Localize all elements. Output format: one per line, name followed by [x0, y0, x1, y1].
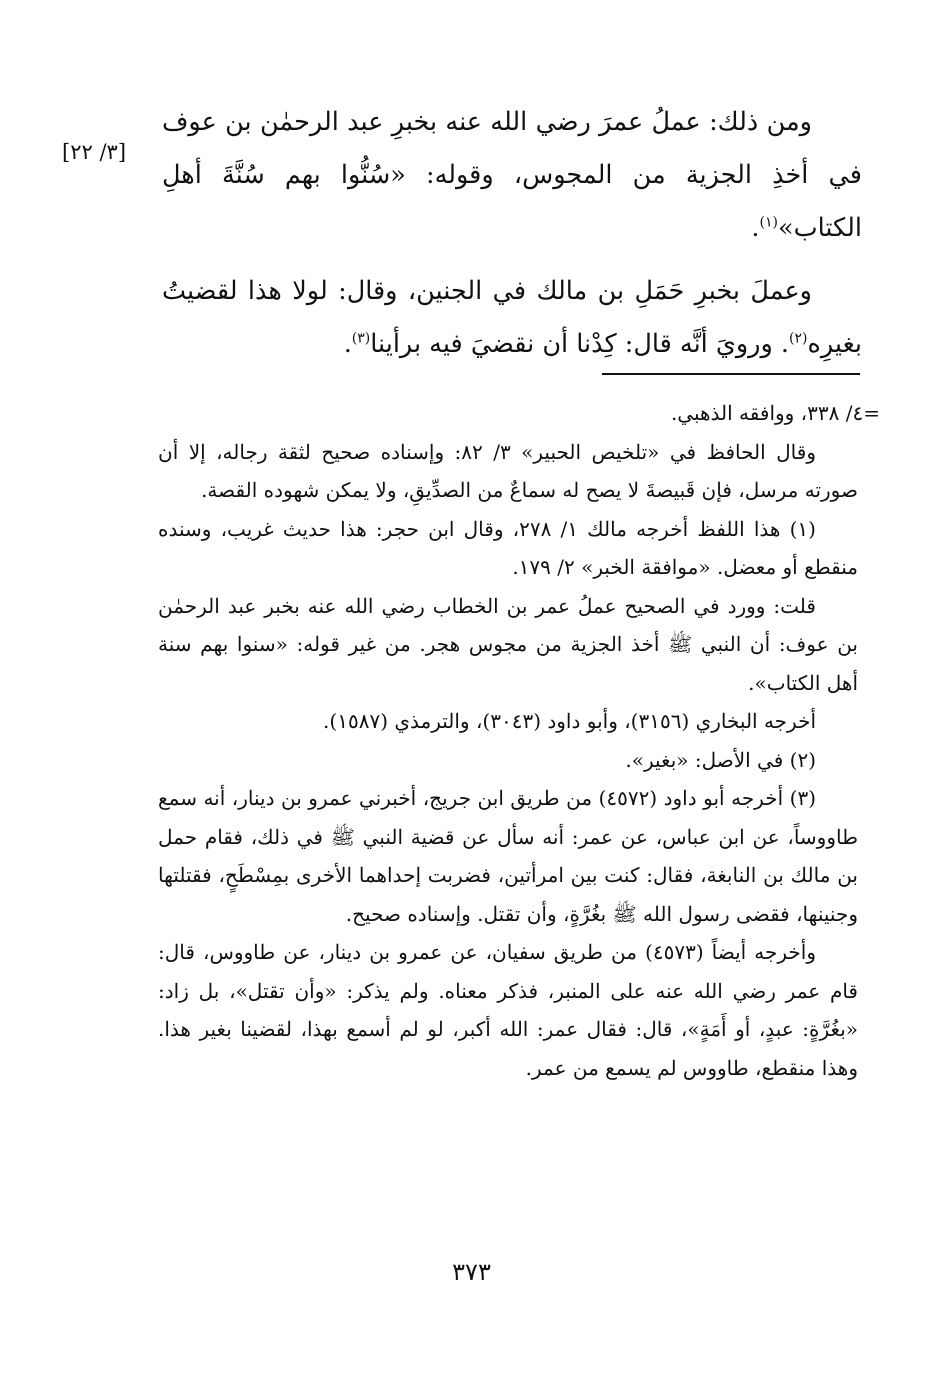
paragraph-2-middle: . ورويَ أنَّه قال: كِدْنا أن نقضيَ فيه برأينا [370, 329, 789, 359]
footnotes [158, 394, 880, 1087]
paragraph-2-text: وعملَ بخبرِ حَمَلِ بن مالك في الجنين، وقال: لولا هذا لقضيتُ بغيرِه [162, 276, 862, 359]
footnote-ref-1: (١) [759, 214, 778, 231]
footnote-1-takhrij: أخرجه البخاري (٣١٥٦)، وأبو داود (٣٠٤٣)، والترمذي (١٥٨٧). [323, 709, 816, 733]
footnote-ref-3: (٣) [351, 330, 371, 347]
footnote-2: (٢) في الأصل: «بغير». [625, 747, 816, 772]
paragraph-2-end: . [343, 329, 352, 359]
footnote-ref-2: (٢) [789, 330, 808, 347]
footnote-divider [602, 373, 860, 375]
page-number: ٣٧٣ [452, 1258, 491, 1286]
main-text [162, 96, 862, 371]
footnote-3-continued: وأخرجه أيضاً (٤٥٧٣) من طريق سفيان، عن عمرو بن دينار، عن طاووس، قال: قام عمر رضي الله عنه على المنبر، فذكر معناه. ولم يذكر: «وأن تقتل»، بل زاد: «بغُرَّةٍ: عبدٍ، أو أَمَةٍ»، قال: فقال عمر: الله أكبر، لو لم أسمع بهذا، لقضينا بغير هذا. وهذا منقطع، طاووس لم يسمع من عمر. [158, 940, 858, 1080]
footnote-continuation-line: =٤/ ٣٣٨، ووافقه الذهبي. [670, 401, 880, 425]
main-paragraph-1 [162, 96, 862, 255]
main-paragraph-2 [162, 265, 862, 371]
footnote-continuation-paragraph: وقال الحافظ في «تلخيص الحبير» ٣/ ٨٢: وإسناده صحيح لثقة رجاله، إلا أن صورته مرسل، فإن قَبيصةَ لا يصح له سماعٌ من الصدِّيقِ، ولا يمكن شهوده القصة. [158, 439, 858, 502]
footnote-1-comment: قلت: وورد في الصحيح عملُ عمر بن الخطاب رضي الله عنه بخبر عبد الرحمٰن بن عوف: أن النبي ﷺ أخذ الجزية من مجوس هجر. من غير قوله: «سنوا بهم سنة أهل الكتاب». [158, 593, 858, 695]
footnote-3: (٣) أخرجه أبو داود (٤٥٧٢) من طريق ابن جريج، أخبرني عمرو بن دينار، أنه سمع طاووساً، عن ابن عباس، عن عمر: أنه سأل عن قضية النبي ﷺ في ذلك، فقام حمل بن مالك بن النابغة، فقال: كنت بين امرأتين، فضربت إحداهما الأخرى بمِسْطَحٍ، فقتلتها وجنينها، فقضى رسول الله ﷺ بغُرَّةٍ، وأن تقتل. وإسناده صحيح. [158, 786, 858, 926]
paragraph-1-text: ومن ذلك: عملُ عمرَ رضي الله عنه بخبرِ عبد الرحمٰن بن عوف في أخذِ الجزية من المجوس، وقوله: «سُنُّوا بهم سُنَّةَ أهلِ الكتاب» [162, 107, 862, 243]
original-page-reference: [٣/ ٢٢] [62, 140, 127, 164]
paragraph-1-end: . [751, 213, 760, 243]
footnote-1: (١) هذا اللفظ أخرجه مالك ١/ ٢٧٨، وقال ابن حجر: هذا حديث غريب، وسنده منقطع أو معضل. «موافقة الخبر» ٢/ ١٧٩. [158, 516, 858, 579]
